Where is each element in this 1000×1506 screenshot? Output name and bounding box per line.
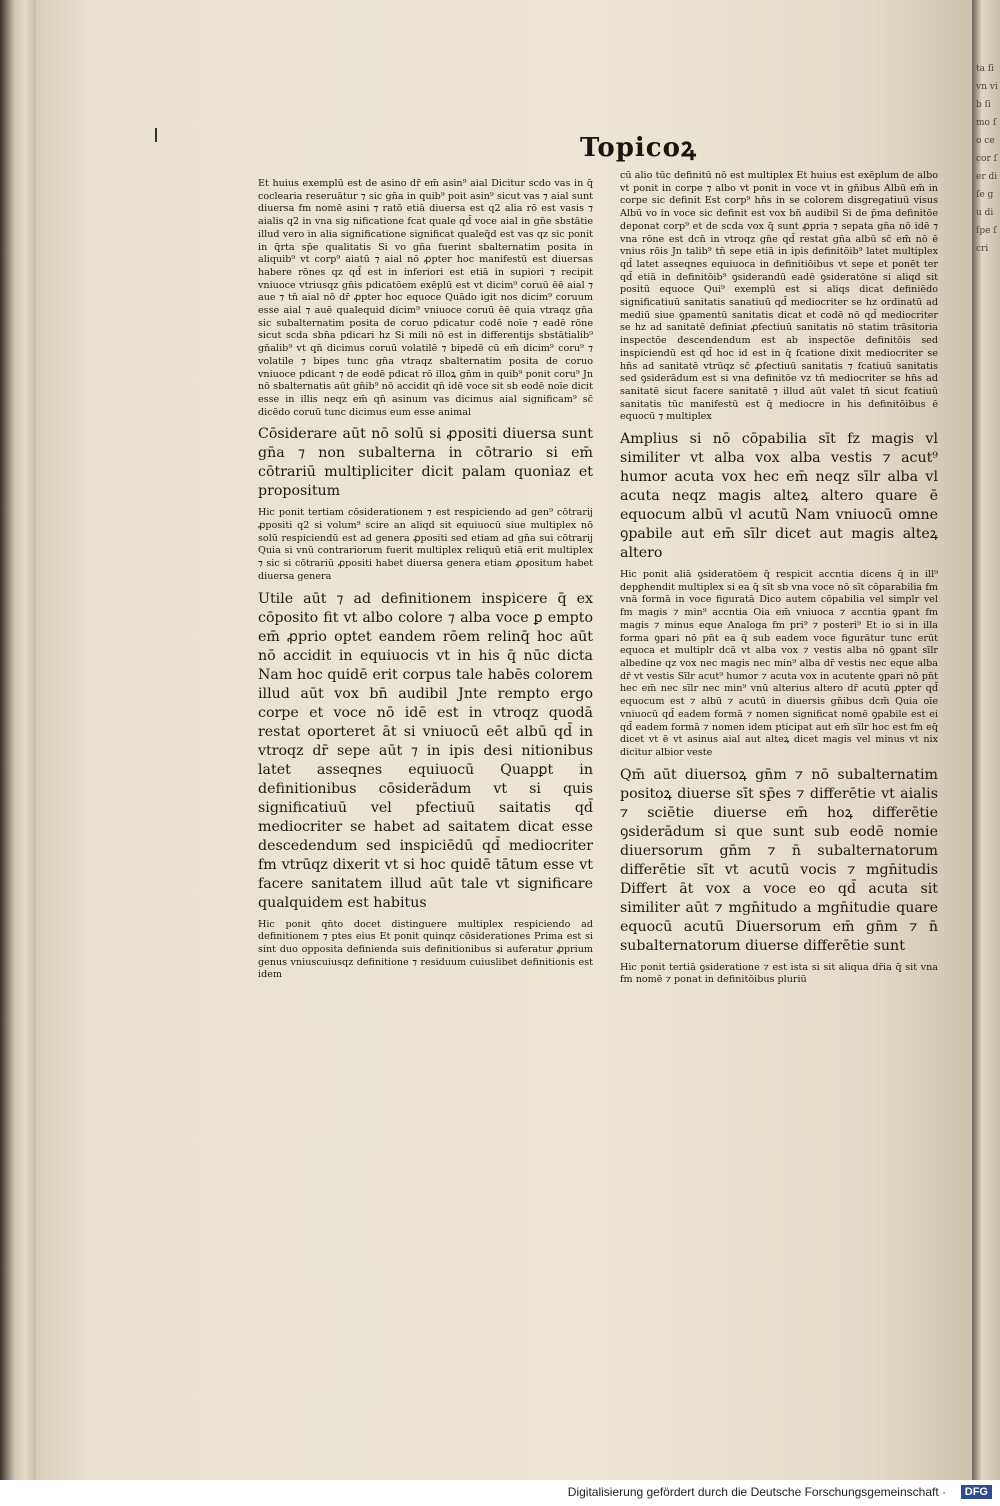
commentary-paragraph: cū alio tūc definitū nō est multiplex Et huius est exēplum de albo vt ponit in corpe ⁊ albo vt ponit in voce vt in gn̄ibus Albū em̄ in corpe sic definit Est corp⁹ hn̄s in se colorem disgregatiuū visus Albū vo in voce sic definit est vox bn̄ audibil Si de p̄ma definitōe deponat corp⁹ et de scda vox q̄ sunt ꝓpria ⁊ sepata gn̄a nō idē ⁊ vna rōne est dcn̄ in vtroqz gn̄e qd̄ restat gn̄a albū sc̄ em̄ nō ē vnius rōis Jn talib⁹ tn̄ sepe etiā in ipis definitōib⁹ latet multiplex qd̄ latet asseqnes equiuoca in definitiōibus vt sepe et ponēt ter qd̄ etiā in definitōib⁹ ꝯsiderandū eadē ꝯsideratōne si aliqd sit positū equoce Qui⁹ exemplū est si aliqs dicat definiēdo significatiuū sanitatis sanatiuū qd̄ mediocriter se hz ordinatū ad mediū siue ꝯpamentū sanitatis dicat et codē nō qd̄ mediocriter se hz ad sanitatē definiat ꝓfectiuū sanitatis nō statim trāsitoria inspectōe descendendum est ab inspectōe definitōis sed inspiciendū est qd̄ hoc id est in q̄ fcatione dixit mediocriter se hn̄s ad sanitatē vtrūqz sc̄ ꝓfectiuū sanitatis ⁊ fcatiuū sanitatis sed ꝯsiderādum est si vna definitōe vz tn̄ mediocriter se hn̄s ad sanitatē sicut facere sanitatē ⁊ illud aūt valet tn̄ sicut fcatiuū sanitatis tūc manifestū est q̄ mediocre in his definitōibus ē equocū ⁊ multiplex xyxy=(620,170,938,423)
right-text-column xyxy=(620,170,938,993)
margin-mark xyxy=(155,128,157,142)
commentary-paragraph: Hic ponit qn̄to docet distinguere multiplex respiciendo ad definitionem ⁊ ptes eius Et ponit quinqz cōsiderationes Prima est si sint duo opposita definienda suis definitionibus si auferatur ꝓprium genus vniuscuiusqz definitione ⁊ residuum cuiuslibet definitionis est idem xyxy=(258,918,593,981)
commentary-paragraph: Hic ponit tertiam cōsiderationem ⁊ est respiciendo ad gen⁹ cōtrarij ꝓpositi q2 si volum⁹ scire an aliqd sit equiuocū siue multiplex nō solū respiciendū est ad genera ꝓpositi sed etiam ad gn̄a sui cōtrarij Quia si vnū contrariorum fuerit multiplex reliquū etiā erit multiplex ⁊ sic si cōtrariū ꝓpositi habet diuersa genera etiam ꝓpositum habet diuersa genera xyxy=(258,507,593,582)
page-stack-edge xyxy=(0,0,36,1480)
facing-page-gutter xyxy=(972,0,1000,1480)
text-paragraph: Amplius si nō cōpabilia sīt fz magis vl similiter vt alba vox alba vestis ⁊ acut⁹ humor acuta vox hec em̄ neqz sīlr alba vl acuta neqz magis alteꝝ altero quare ē equocum albū vl acutū Nam vniuocū omne ꝯpabile aut em̄ sīlr dicet aut magis alteꝝ altero xyxy=(620,431,938,562)
commentary-paragraph: Hic ponit aliā ꝯsideratōem q̄ respicit accntia dicens q̄ in ill⁹ depꝑhendit multiplex si ea q̄ sīt sb vna voce nō sīt cōparabilia fm vnā formā in voce figuratā Dico autem cōpabilia vel simplr vel fm magis ⁊ min⁹ accntia Oia em̄ vniuoca ⁊ accntia ꝯpant fm magis ⁊ minus eque Analoga fm pri⁹ ⁊ posteri⁹ Et io si in illa forma ꝯpari nō pn̄t ea q̄ sub eadem voce figurātur tunc erūt equoca et multiplr dcā vt alba vox ⁊ vestis alba nō ꝯpant sīlr albedine qz vox nec magis nec min⁹ alba dr̄ vestis nec eque alba dr̄ vt vestis Sīlr acut⁹ humor ⁊ acuta vox in acutente ꝯpari nō pn̄t hec em̄ nec sīlr nec min⁹ vnū alterius altero dr̄ acutū ꝓpter qd̄ equocum est ⁊ albū ⁊ acutū in diuersis gn̄ibus dcm̄ Quia oīe vniuocū qd̄ eadem formā ⁊ nomen significat nomē ꝯpabile est ei qd̄ eadem formā ⁊ nomen idem pticipat aut em̄ sīlr hoc est fm eq̄ dicet vt ē vt asinus aial aut alteꝝ dicet magis vel minus vt nix dicitur albior veste xyxy=(620,569,938,758)
text-paragraph: Utile aūt ⁊ ad definitionem inspicere q̄ ex cōposito fit vt albo colore ⁊ alba voce ꝑ empto em̄ ꝓprio optet eandem rōem relinq̄ hoc aūt nō accidit in equiuocis vt in his q̄ nūc dicta Nam hoc quidē erit corpus tale habēs colorem illud aūt vox bn̄ audibil Jnte rempto ergo corpe et voce nō idē est in vtroqz quodā restat oporteret āt si vniuocū eēt albū qd̄ in vtroqz dr̄ sepe aūt ⁊ in ipis desi nitionibus latet asseqnes equiuocū Quapꝑt in definitionibus cōsiderādum vt si quis significatiuū vel pfectiuū saitatis qd̄ mediocriter se habet ad saitatem dicat esse descedendum sed inspiciēdū qd̄ mediocriter fm vtrūqz dixerit vt si hoc quidē tātum esse vt facere sanitatem illud aūt tale vt significare qualquidem est habitus xyxy=(258,590,593,911)
commentary-paragraph: Hic ponit tertiā ꝯsideratione ⁊ est ista si sit aliqua dr̄ia q̄ sit vna fm nomē ⁊ ponat in definitōibus pluriū xyxy=(620,961,938,986)
commentary-paragraph: Et huius exemplū est de asino dr̄ em̄ asin⁹ aial Dicitur scdo vas in q̄ coclearia reseruātur ⁊ sic gn̄a in quib⁹ poit asin⁹ sicut vas ⁊ aial sunt diuersa fm nomē asini ⁊ ratō etiā diuersa est q2 alia rō est vasis ⁊ aialis q2 in vna sig nificatione fcat quale qd̄ voce aial in gn̄e sbstātie illud vero in alia significatione significat qualeq̄d est vas qz sic ponit in q̄rta sp̄e qualitatis Si vo gn̄a fuerint sbalternatim posita in aliquib⁹ vt corp⁹ aiatū ⁊ aial nō ꝓpter hoc manifestū est diuersas habere rōnes qz qd̄ est in inferiori est etiā in supiori ⁊ recipit vniuoce vtriusqz gn̄is pdicatōem exēplū est vt dicim⁹ coruū ēē aial ⁊ aue ⁊ tn̄ aial nō dr̄ ꝓpter hoc equoce Quādo igit nos dicim⁹ coruum esse aial ⁊ auē qualequid dicim⁹ vniuoce coruū ēē quia vtraqz gn̄a sic subalternatim posita de coruo pdicatur codē noīe ⁊ eadē rōne sicut scda sbn̄a pdicari hz Si mili nō est in differentijs sbstātialib⁹ gn̄alib⁹ vt qn̄ dicimus coruū volatilē ⁊ bipedē cū em̄ dicim⁹ coru⁹ ⁊ volatile ⁊ bipes tunc gn̄a vtraqz sbalternatim posita de coruo vniuoce pdicant ⁊ de eodē pdicat rō illoꝝ gn̄m in quib⁹ ponit coru⁹ Jn nō sbalternatis aūt gn̄ib⁹ nō accidit qn̄ idē voce sit sb eodē noīe dicit esse in illis neqz em̄ qn̄ asinum vas dicimus aial significam⁹ sc̄ dicēdo coruū tunc dicimus eum esse animal xyxy=(258,178,593,418)
dfg-logo: DFG xyxy=(961,1485,992,1499)
facing-page-fragment: ta ſi vn vib ſi mo ſo ce cor ſer di ſe gu di ſpe ſcri xyxy=(976,64,998,254)
credit-text: Digitalisierung gefördert durch die Deutsche Forschungsgemeinschaft · xyxy=(567,1485,946,1499)
running-header: Topicoꝝ xyxy=(580,133,697,163)
text-paragraph: Qm̄ aūt diuersoꝝ gn̄m ⁊ nō subalternatim positoꝝ diuerse sīt sp̄es ⁊ differētie vt aialis ⁊ sciētie diuerse em̄ hoꝝ differētie ꝯsiderādum si que sunt sub eodē nomie diuersorum gn̄m ⁊ n̄ subalternatorum differētie sīt vt acutū vocis ⁊ mgn̄itudis Differt āt vox a voce eo qd̄ acuta sit similiter aūt ⁊ mgn̄itudo a mgn̄itudie quare equocū acutū Diuersorum em̄ gn̄m ⁊ n̄ subalternatorum diuerse differētie sunt xyxy=(620,766,938,954)
digitization-credit-bar xyxy=(0,1480,1000,1506)
text-paragraph: Cōsiderare aūt nō solū si ꝓpositi diuersa sunt gn̄a ⁊ non subalterna in cōtrario si em̄ cōtrariū multipliciter dicit palam quoniaz et propositum xyxy=(258,426,593,500)
left-text-column xyxy=(258,178,593,988)
